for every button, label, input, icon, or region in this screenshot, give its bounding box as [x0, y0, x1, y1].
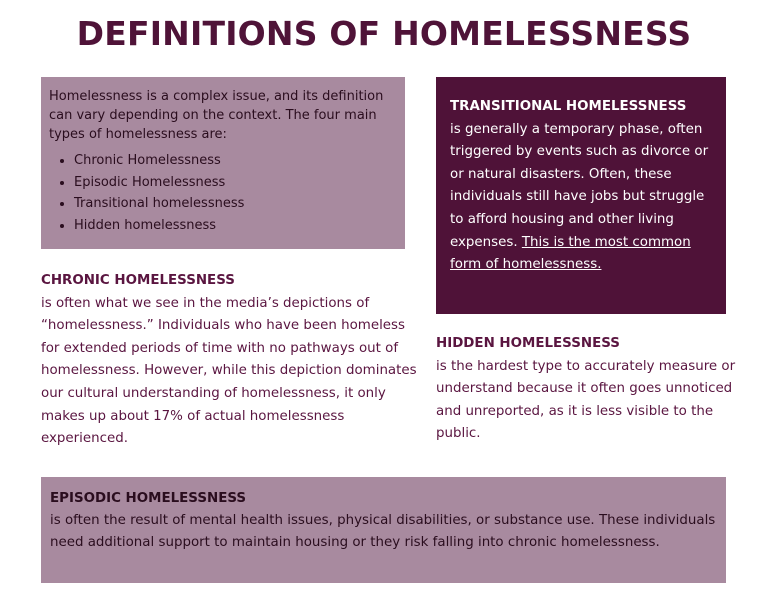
page-title: DEFINITIONS OF HOMELESSNESS	[76, 14, 692, 53]
episodic-box	[41, 477, 726, 583]
types-list	[49, 150, 397, 236]
hidden-body: is the hardest type to accurately measure or understand because it often goes unnoticed and unreported, as it is less visible to the public.	[436, 358, 736, 442]
transitional-emphasis: This is the most common form of homelessness.	[450, 234, 691, 273]
chronic-heading: CHRONIC HOMELESSNESS	[41, 273, 235, 288]
episodic-body: is often the result of mental health issues, physical disabilities, or substance use. These individuals need additional support to maintain housing or they risk falling into chronic homelessness.	[50, 513, 716, 550]
episodic-heading: EPISODIC HOMELESSNESS	[50, 491, 247, 506]
hidden-section	[436, 333, 736, 446]
intro-box	[41, 77, 405, 249]
list-item: • Chronic Homelessness	[74, 150, 397, 172]
transitional-box	[436, 77, 726, 314]
hidden-heading: HIDDEN HOMELESSNESS	[436, 336, 620, 351]
intro-text: Homelessness is a complex issue, and its definition can vary depending on the context. The four main types of homelessness are:	[49, 89, 384, 142]
transitional-heading: TRANSITIONAL HOMELESSNESS	[450, 99, 687, 114]
list-item: • Transitional homelessness	[74, 193, 397, 215]
list-item: • Episodic Homelessness	[74, 172, 397, 194]
chronic-body: is often what we see in the media’s depictions of “homelessness.” Individuals who have been homeless for extended periods of time with no pathways out of homelessness. However, while this depiction dominates our cultural understanding of homelessness, it only makes up about 17% of actual homelessness experienced.	[41, 295, 417, 447]
list-item: • Hidden homelessness	[74, 215, 397, 237]
transitional-body: is generally a temporary phase, often triggered by events such as divorce or or natural disasters. Often, these individuals still have jobs but struggle to afford housing and other living expenses.	[450, 121, 709, 250]
chronic-section	[41, 270, 421, 451]
